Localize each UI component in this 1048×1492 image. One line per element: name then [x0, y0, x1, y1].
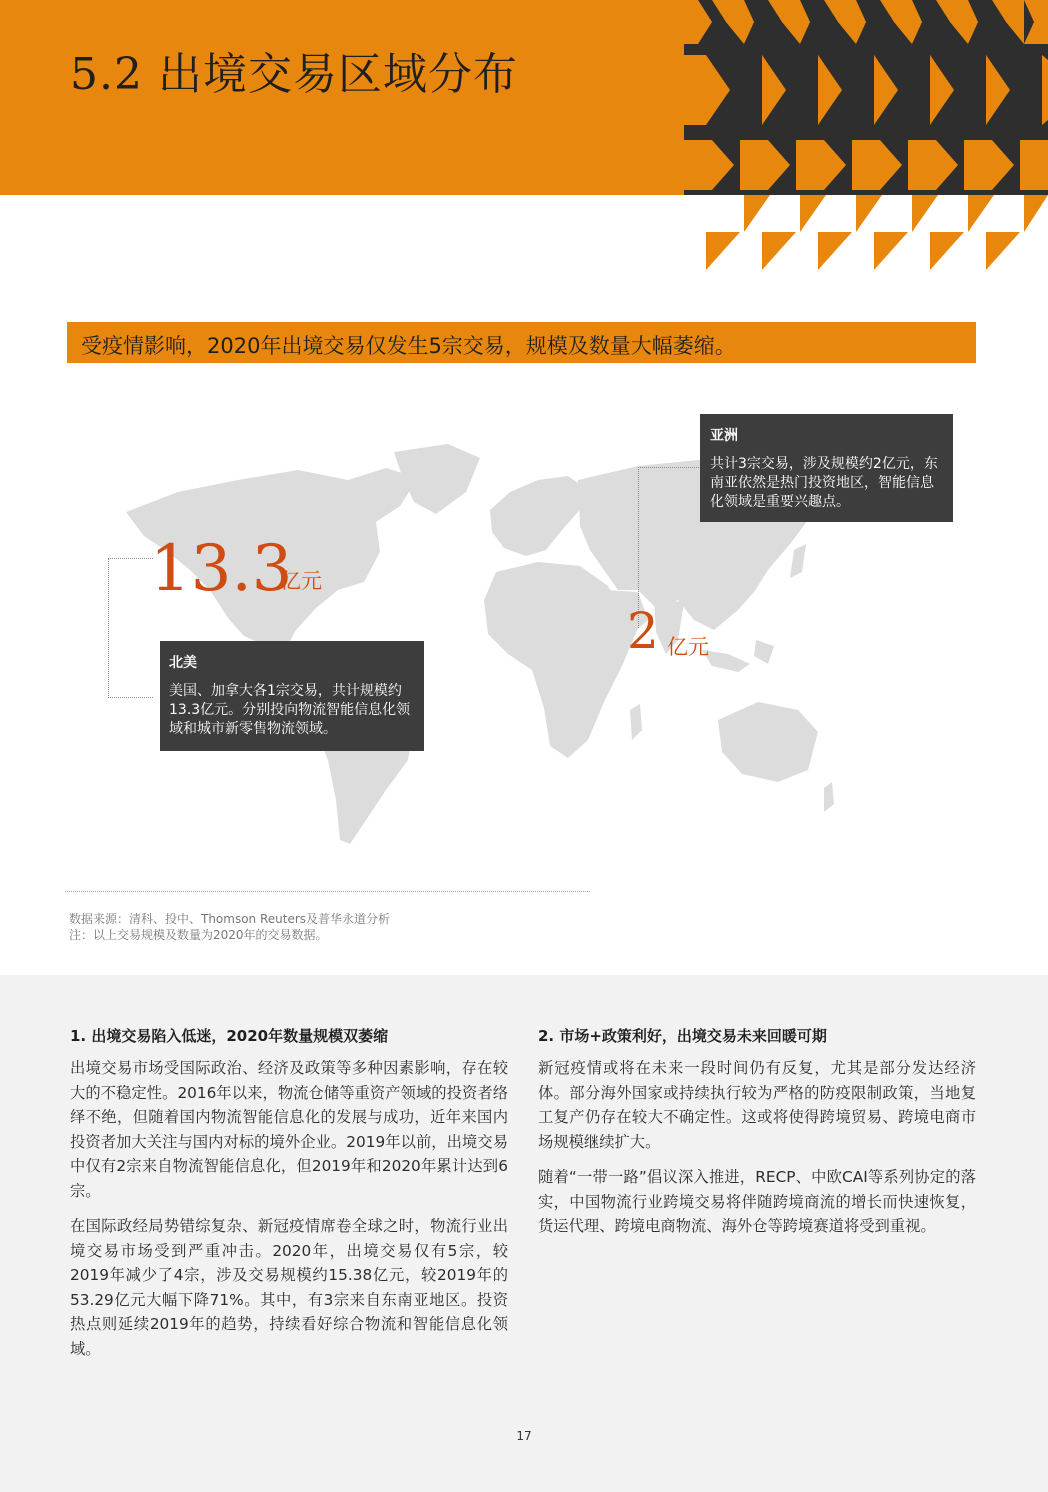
asia-amount: 2	[627, 602, 659, 660]
subtitle-text: 受疫情影响，2020年出境交易仅发生5宗交易，规模及数量大幅萎缩。	[81, 334, 736, 358]
na-connector	[108, 558, 153, 698]
na-unit: 亿元	[280, 569, 322, 593]
asia-callout	[700, 414, 953, 522]
section-1	[70, 1025, 508, 1372]
section-2	[538, 1025, 976, 1250]
analysis-section	[0, 975, 1048, 1492]
page-number: 17	[516, 1429, 532, 1443]
page-title: 5.2 出境交易区域分布	[70, 49, 518, 100]
na-callout-text: 美国、加拿大各1宗交易，共计规模约13.3亿元。分别投向物流智能信息化领域和城市新零售物流领域。	[169, 683, 411, 737]
asia-unit: 亿元	[667, 635, 709, 659]
section-2-para-2: 随着“一带一路”倡议深入推进，RECP、中欧CAI等系列协定的落实，中国物流行业跨境交易将伴随跨境商流的增长而快速恢复，货运代理、跨境电商物流、海外仓等跨境赛道将受到重视。	[538, 1168, 976, 1235]
section-2-para-1: 新冠疫情或将在未来一段时间仍有反复，尤其是部分发达经济体。部分海外国家或持续执行较为严格的防疫限制政策，当地复工复产仍存在较大不确定性。这或将使得跨境贸易、跨境电商市场规模继续扩大。	[538, 1059, 976, 1151]
note-line: 注：以上交易规模及数量为2020年的交易数据。	[69, 928, 328, 942]
data-source	[69, 911, 390, 943]
na-callout-title: 北美	[169, 655, 197, 671]
subtitle-bar	[67, 322, 976, 363]
arrow-triangle-pattern	[684, 0, 1048, 272]
source-line: 数据来源：清科、投中、Thomson Reuters及普华永道分析	[69, 912, 391, 926]
na-amount: 13.3	[150, 532, 293, 606]
section-1-para-2: 在国际政经局势错综复杂、新冠疫情席卷全球之时，物流行业出境交易市场受到严重冲击。2020年，出境交易仅有5宗，较2019年减少了4宗，涉及交易规模约15.38亿元，较2019年的53.29亿元大幅下降71%。其中，有3宗来自东南亚地区。投资热点则延续2019年的趋势，持续看好综合物流和智能信息化领域。	[70, 1217, 508, 1358]
na-callout	[160, 641, 424, 751]
section-1-heading: 1. 出境交易陷入低迷，2020年数量规模双萎缩	[70, 1027, 389, 1045]
asia-callout-title: 亚洲	[710, 428, 738, 444]
section-1-para-1: 出境交易市场受国际政治、经济及政策等多种因素影响，存在较大的不稳定性。2016年以来，物流仓储等重资产领域的投资者络绎不绝，但随着国内物流智能信息化的发展与成功，近年来国内投资者加大关注与国内对标的境外企业。2019年以前，出境交易中仅有2宗来自物流智能信息化，但2019年和2020年累计达到6宗。	[70, 1059, 508, 1200]
asia-callout-text: 共计3宗交易，涉及规模约2亿元，东南亚依然是热门投资地区，智能信息化领域是重要兴趣点。	[710, 456, 938, 510]
section-2-heading: 2. 市场+政策利好，出境交易未来回暖可期	[538, 1027, 827, 1045]
source-divider	[65, 891, 590, 892]
